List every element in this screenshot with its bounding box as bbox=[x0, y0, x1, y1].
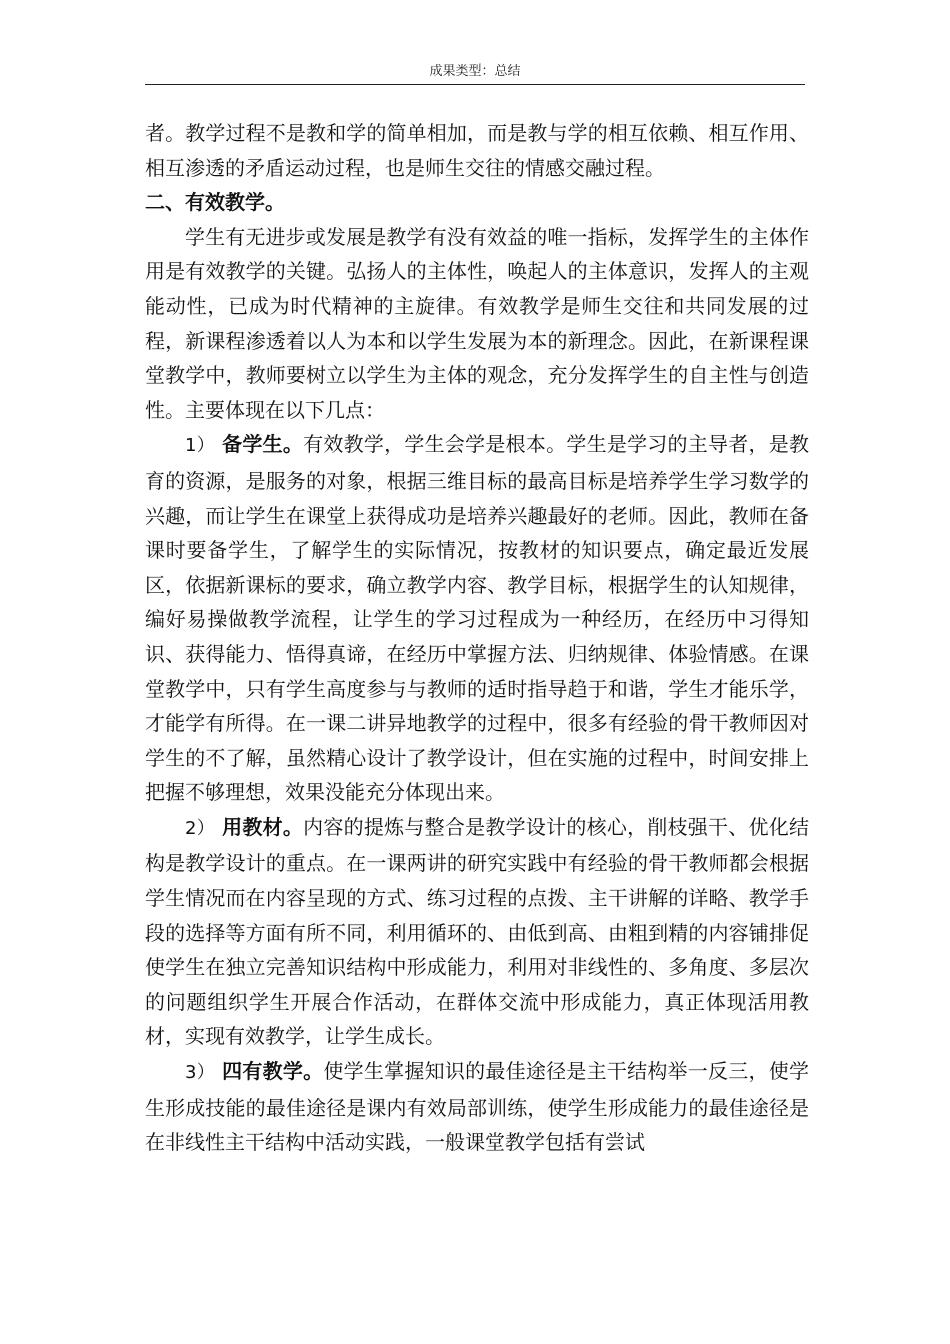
list-item-3-number: 3） bbox=[185, 1062, 215, 1084]
section-heading: 二、有效教学。 bbox=[145, 190, 285, 215]
document-body bbox=[145, 116, 809, 1160]
list-item-3 bbox=[145, 1054, 809, 1160]
list-item-2-label: 用教材。 bbox=[222, 814, 304, 839]
paragraph-continued: 者。教学过程不是教和学的简单相加，而是教与学的相互依赖、相互作用、相互渗透的矛盾运动过程，也是师生交往的情感交融过程。 bbox=[145, 121, 809, 180]
list-item-3-label: 四有教学。 bbox=[222, 1059, 324, 1084]
list-item-1 bbox=[145, 427, 809, 810]
list-item-3-text: 使学生掌握知识的最佳途径是主干结构举一反三，使学生形成技能的最佳途径是课内有效局部训练，使学生形成能力的最佳途径是在非线性主干结构中活动实践，一般课堂教学包括有尝试 bbox=[145, 1059, 810, 1155]
list-item-2-text: 内容的提炼与整合是教学设计的核心，削枝强干、优化结构是教学设计的重点。在一课两讲的研究实践中有经验的骨干教师都会根据学生情况而在内容呈现的方式、练习过程的点拨、主干讲解的详略、教学手段的选择等方面有所不同，利用循环的、由低到高、由粗到精的内容铺排促使学生在独立完善知识结构中形成能力，利用对非线性的、多角度、多层次的问题组织学生开展合作活动，在群体交流中形成能力，真正体现活用教材，实现有效教学，让学生成长。 bbox=[145, 814, 810, 1049]
list-item-1-text: 有效教学，学生会学是根本。学生是学习的主导者，是教育的资源，是服务的对象，根据三维目标的最高目标是培养学生学习数学的兴趣，而让学生在课堂上获得成功是培养兴趣最好的老师。因此，教师在备课时要备学生，了解学生的实际情况，按教材的知识要点，确定最近发展区，依据新课标的要求，确立教学内容、教学目标，根据学生的认知规律，编好易操做教学流程，让学生的学习过程成为一种经历，在经历中习得知识、获得能力、悟得真谛，在经历中掌握方法、归纳规律、体验情感。在课堂教学中，只有学生高度参与与教师的适时指导趋于和谐，学生才能乐学，才能学有所得。在一课二讲异地教学的过程中，很多有经验的骨干教师因对学生的不了解，虽然精心设计了教学设计，但在实施的过程中，时间安排上把握不够理想，效果没能充分体现出来。 bbox=[145, 432, 810, 805]
paragraph-intro: 学生有无进步或发展是教学有没有效益的唯一指标，发挥学生的主体作用是有效教学的关键。弘扬人的主体性，唤起人的主体意识，发挥人的主观能动性，已成为时代精神的主旋律。有效教学是师生交往和共同发展的过程，新课程渗透着以人为本和以学生发展为本的新理念。因此，在新课程课堂教学中，教师要树立以学生为主体的观念，充分发挥学生的自主性与创造性。主要体现在以下几点： bbox=[145, 224, 809, 422]
list-item-1-label: 备学生。 bbox=[222, 432, 304, 457]
list-item-2 bbox=[145, 810, 809, 1054]
page-header: 成果类型：总结 bbox=[145, 60, 805, 85]
list-item-2-number: 2） bbox=[185, 817, 215, 839]
list-item-1-number: 1） bbox=[185, 435, 215, 457]
